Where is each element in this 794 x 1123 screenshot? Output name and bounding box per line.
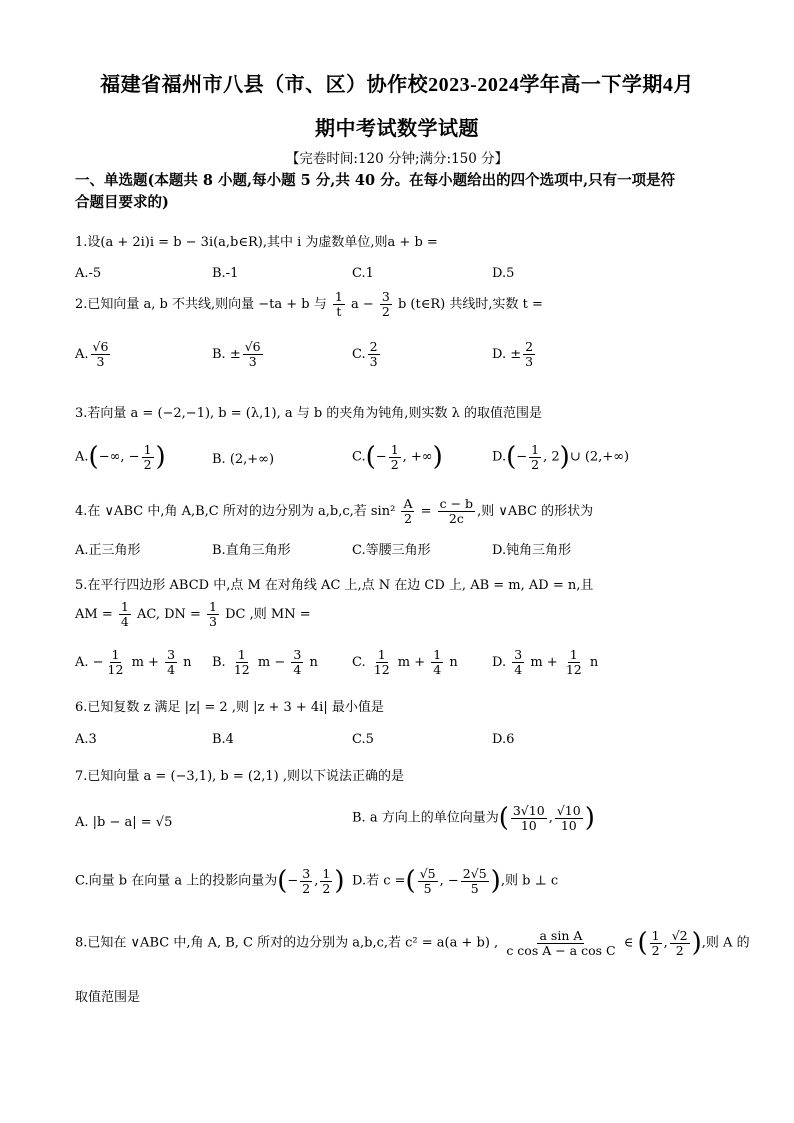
q8-stem-b: ,则 A 的 <box>701 935 750 951</box>
q7-b-f1-den: 10 <box>520 817 537 833</box>
q5-a-prefix: A. − <box>75 654 104 670</box>
q5-b-fraction-1 <box>232 648 252 677</box>
q5-l2-fraction-1 <box>119 600 131 629</box>
q5-option-d <box>492 648 598 677</box>
q7-c-f1-num: 3 <box>302 865 311 881</box>
q5-l2-a: AM = <box>75 606 117 622</box>
q7-c-f2-num: 1 <box>322 865 331 881</box>
q3-option-d: D.(− $\frac{1}{2}$ , 2)∪ (2,+∞) <box>492 441 630 472</box>
q3-d-den: 2 <box>531 456 540 472</box>
q5-c-end: n <box>445 654 458 670</box>
section-heading <box>75 170 725 214</box>
q7-c-f2-den: 2 <box>322 880 331 896</box>
question-8-stem: 8.已知在 ∨ABC 中,角 A, B, C 所对的边分别为 a,b,c,若 c² = a(a + b) , $\frac{\text{a sin A}}{\text{c cos A − a cos C}}$ ∈ ( $\frac{1}{2}$ , $\frac{√2}{2}$ ),则 A 的 <box>75 927 750 958</box>
q3-c-num: 1 <box>390 441 399 457</box>
q5-l2-c: DC ,则 MN = <box>221 606 311 622</box>
q2-frac2-den: 2 <box>381 303 390 319</box>
q5-c-mid: m + <box>393 654 430 670</box>
q7-c-prefix: C.向量 b 在向量 a 上的投影向量为 <box>75 873 278 889</box>
question-5-stem-line1: 5.在平行四边形 ABCD 中,点 M 在对角线 AC 上,点 N 在边 CD 上, AB = m, AD = n,且 <box>75 578 594 593</box>
q7-d-fraction-1 <box>418 867 438 896</box>
q5-d-f2-num: 1 <box>569 647 578 662</box>
q8-in: ∈ <box>619 935 638 951</box>
section-heading-line1: 一、单选题(本题共 8 小题,每小题 5 分,共 40 分。在每小题给出的四个选项中,只有一项是符 <box>75 172 676 189</box>
q2-c-den: 3 <box>369 353 378 369</box>
q5-d-end: n <box>585 654 599 670</box>
q5-l2-f1-den: 4 <box>120 613 129 629</box>
q5-b-f1-num: 1 <box>237 647 246 662</box>
q3-d-num: 1 <box>531 441 540 457</box>
q4-frac2-den: 2c <box>448 510 464 526</box>
q5-l2-fraction-2 <box>207 600 219 629</box>
q5-d-fraction-2 <box>564 648 584 677</box>
q5-l2-f1-num: 1 <box>120 599 129 614</box>
q5-b-prefix: B. <box>212 654 230 670</box>
q4-stem-a: 4.在 ∨ABC 中,角 A,B,C 所对的边分别为 a,b,c,若 sin² <box>75 503 400 519</box>
q1-option-c: C.1 <box>352 266 374 281</box>
q6-option-c: C.5 <box>352 732 374 747</box>
q3-c-prefix: C. <box>352 449 366 465</box>
q8-f3-den: 2 <box>675 942 684 958</box>
q3-option-a: A.(−∞, − $\frac{1}{2}$ ) <box>75 441 166 472</box>
section-heading-line2: 合题目要求的) <box>75 194 169 211</box>
q2-stem-a: 2.已知向量 a, b 不共线,则向量 −ta + b 与 <box>75 296 331 312</box>
q3-c-fraction <box>389 443 401 472</box>
q3-a-num: 1 <box>143 441 152 457</box>
q7-b-f1-num: 3√10 <box>512 802 545 818</box>
q2-a-prefix: A. <box>75 346 89 362</box>
exam-title-line1: 福建省福州市八县（市、区）协作校2023-2024学年高一下学期4月 <box>100 74 694 96</box>
q6-option-d: D.6 <box>492 732 515 747</box>
question-4-stem <box>75 497 735 526</box>
q3-d-tail: ∪ (2,+∞) <box>569 449 630 465</box>
question-7-stem: 7.已知向量 a = (−3,1), b = (2,1) ,则以下说法正确的是 <box>75 769 404 784</box>
q4-option-b: B.直角三角形 <box>212 543 291 558</box>
q2-stem-mid: a − <box>346 296 378 312</box>
q7-d-f1-den: 5 <box>423 880 432 896</box>
q2-b-fraction <box>243 340 263 369</box>
q2-frac1-num: 1 <box>334 289 343 304</box>
q7-d-prefix: D.若 c = <box>352 873 406 889</box>
q1-option-b: B.-1 <box>212 266 239 281</box>
q8-stem-a: 8.已知在 ∨ABC 中,角 A, B, C 所对的边分别为 a,b,c,若 c² = a(a + b) , <box>75 935 503 951</box>
q7-c-fraction-1 <box>300 867 312 896</box>
q6-option-a: A.3 <box>75 732 97 747</box>
q3-a-fraction <box>142 443 154 472</box>
q3-d-inner: , 2 <box>543 449 560 465</box>
q3-option-b: B. (2,+∞) <box>212 452 275 467</box>
q7-b-prefix: B. a 方向上的单位向量为 <box>352 810 499 826</box>
q2-c-num: 2 <box>369 339 378 354</box>
q2-d-fraction <box>523 340 535 369</box>
exam-subtitle: 【完卷时间:120 分钟;满分:150 分】 <box>285 151 509 167</box>
question-2-stem <box>75 290 735 319</box>
q2-b-den: 3 <box>248 353 257 369</box>
q7-option-d: D.若 c =( $\frac{√5}{5}$ , − $\frac{2√5}{5}$ ),则 b ⊥ c <box>352 865 559 896</box>
q2-frac1-den: t <box>336 303 342 319</box>
q5-c-f2-den: 4 <box>433 661 442 677</box>
q4-fraction-2 <box>438 497 475 526</box>
q5-l2-f2-num: 1 <box>209 599 217 614</box>
q2-a-fraction <box>91 340 111 369</box>
q5-b-fraction-2 <box>291 648 303 677</box>
question-8-line2: 取值范围是 <box>75 990 141 1005</box>
q8-f3-num: √2 <box>671 927 688 943</box>
q2-c-fraction <box>368 340 380 369</box>
q7-d-f2-den: 5 <box>470 880 479 896</box>
q5-a-fraction-2 <box>165 648 177 677</box>
q8-f2-num: 1 <box>651 927 660 943</box>
q5-l2-f2-den: 3 <box>209 613 217 629</box>
q7-b-fraction-1 <box>511 804 547 833</box>
q4-option-c: C.等腰三角形 <box>352 543 431 558</box>
q2-stem-b: b (t∈R) 共线时,实数 t = <box>393 296 543 312</box>
q7-option-a: A. |b − a| = √5 <box>75 815 173 830</box>
q7-b-f2-num: √10 <box>556 802 581 818</box>
q5-c-f1-den: 12 <box>373 661 390 677</box>
q5-option-b <box>212 648 318 677</box>
q7-c-fraction-2 <box>320 867 332 896</box>
q5-c-f1-num: 1 <box>377 647 386 662</box>
q5-a-mid: m + <box>127 654 164 670</box>
q5-b-f2-den: 4 <box>293 661 302 677</box>
question-5-stem-line2 <box>75 600 735 629</box>
question-6-stem: 6.已知复数 z 满足 |z| = 2 ,则 |z + 3 + 4i| 最小值是 <box>75 700 384 715</box>
q5-b-mid: m − <box>253 654 290 670</box>
q7-option-b: B. a 方向上的单位向量为( $\frac{3√10}{10}$ , $\frac{√10}{10}$ ) <box>352 802 595 833</box>
q2-option-d <box>492 340 537 369</box>
q2-option-b <box>212 340 265 369</box>
q4-frac1-num: A <box>403 496 413 511</box>
q3-d-prefix: D. <box>492 449 507 465</box>
q7-b-fraction-2 <box>555 804 583 833</box>
q8-fraction-3 <box>670 929 690 958</box>
q5-a-f1-num: 1 <box>111 647 120 662</box>
q2-option-a <box>75 340 112 369</box>
q4-option-a: A.正三角形 <box>75 543 141 558</box>
q5-d-f1-den: 4 <box>514 661 523 677</box>
q3-option-c: C.(− $\frac{1}{2}$ , +∞) <box>352 441 443 472</box>
q5-l2-b: AC, DN = <box>132 606 206 622</box>
q5-d-prefix: D. <box>492 654 511 670</box>
exam-title-line2: 期中考试数学试题 <box>315 118 479 140</box>
q4-equals: = <box>416 503 436 519</box>
q5-c-f2-num: 1 <box>433 647 442 662</box>
q5-b-f2-num: 3 <box>293 647 302 662</box>
question-3-stem: 3.若向量 a = (−2,−1), b = (λ,1), a 与 b 的夹角为钝角,则实数 λ 的取值范围是 <box>75 406 542 421</box>
q6-option-b: B.4 <box>212 732 234 747</box>
q1-option-a: A.-5 <box>75 266 102 281</box>
q8-fraction-1 <box>504 929 617 958</box>
q2-frac2-num: 3 <box>381 289 390 304</box>
q3-c-inner: , +∞ <box>402 449 433 465</box>
q3-c-den: 2 <box>390 456 399 472</box>
q2-option-c <box>352 340 382 369</box>
q5-b-end: n <box>305 654 318 670</box>
q4-frac1-den: 2 <box>403 510 412 526</box>
q2-fraction-2 <box>380 290 392 319</box>
q3-a-den: 2 <box>143 456 152 472</box>
q1-option-d: D.5 <box>492 266 515 281</box>
q7-d-f2-num: 2√5 <box>462 865 487 881</box>
q5-d-mid: m + <box>526 654 562 670</box>
q4-stem-b: ,则 ∨ABC 的形状为 <box>477 503 594 519</box>
q4-option-d: D.钝角三角形 <box>492 543 572 558</box>
q4-frac2-num: c − b <box>439 496 474 511</box>
q5-c-prefix: C. <box>352 654 370 670</box>
q2-fraction-1 <box>333 290 345 319</box>
question-1-stem: 1.设(a + 2i)i = b − 3i(a,b∈R),其中 i 为虚数单位,则a + b = <box>75 235 438 250</box>
q3-c-minus: − <box>375 449 387 465</box>
q7-d-f1-num: √5 <box>419 865 436 881</box>
q3-a-prefix: A. <box>75 449 89 465</box>
q5-d-f1-num: 3 <box>514 647 523 662</box>
q5-c-fraction-1 <box>372 648 392 677</box>
q3-d-fraction <box>529 443 541 472</box>
q7-option-c: C.向量 b 在向量 a 上的投影向量为(− $\frac{3}{2}$ , $\frac{1}{2}$ ) <box>75 865 345 896</box>
q4-fraction-1 <box>401 497 414 526</box>
q8-f1-num: a sin A <box>539 927 583 943</box>
q7-c-f1-den: 2 <box>302 880 311 896</box>
q2-a-den: 3 <box>96 353 105 369</box>
q5-d-fraction-1 <box>512 648 524 677</box>
q7-d-end: ,则 b ⊥ c <box>500 873 559 889</box>
q2-d-den: 3 <box>525 353 534 369</box>
q7-d-fraction-2 <box>461 867 489 896</box>
q2-b-num: √6 <box>244 339 261 354</box>
q5-a-f1-den: 12 <box>107 661 124 677</box>
q5-a-end: n <box>179 654 192 670</box>
q3-d-minus: − <box>516 449 528 465</box>
q5-c-fraction-2 <box>431 648 443 677</box>
q2-a-num: √6 <box>92 339 109 354</box>
q5-option-a <box>75 648 192 677</box>
q5-b-f1-den: 12 <box>233 661 250 677</box>
q2-c-prefix: C. <box>352 346 366 362</box>
q5-a-f2-num: 3 <box>167 647 176 662</box>
q2-b-prefix: B. ± <box>212 346 241 362</box>
q8-f2-den: 2 <box>651 942 660 958</box>
q3-a-inner: −∞, − <box>98 449 140 465</box>
q5-a-f2-den: 4 <box>167 661 176 677</box>
q5-option-c <box>352 648 458 677</box>
q5-a-fraction-1 <box>106 648 126 677</box>
q5-d-f2-den: 12 <box>565 661 582 677</box>
q2-d-num: 2 <box>525 339 534 354</box>
q8-f1-den: c cos A − a cos C <box>506 942 616 958</box>
q8-fraction-2 <box>650 929 662 958</box>
q2-d-prefix: D. ± <box>492 346 522 362</box>
q7-b-f2-den: 10 <box>560 817 577 833</box>
